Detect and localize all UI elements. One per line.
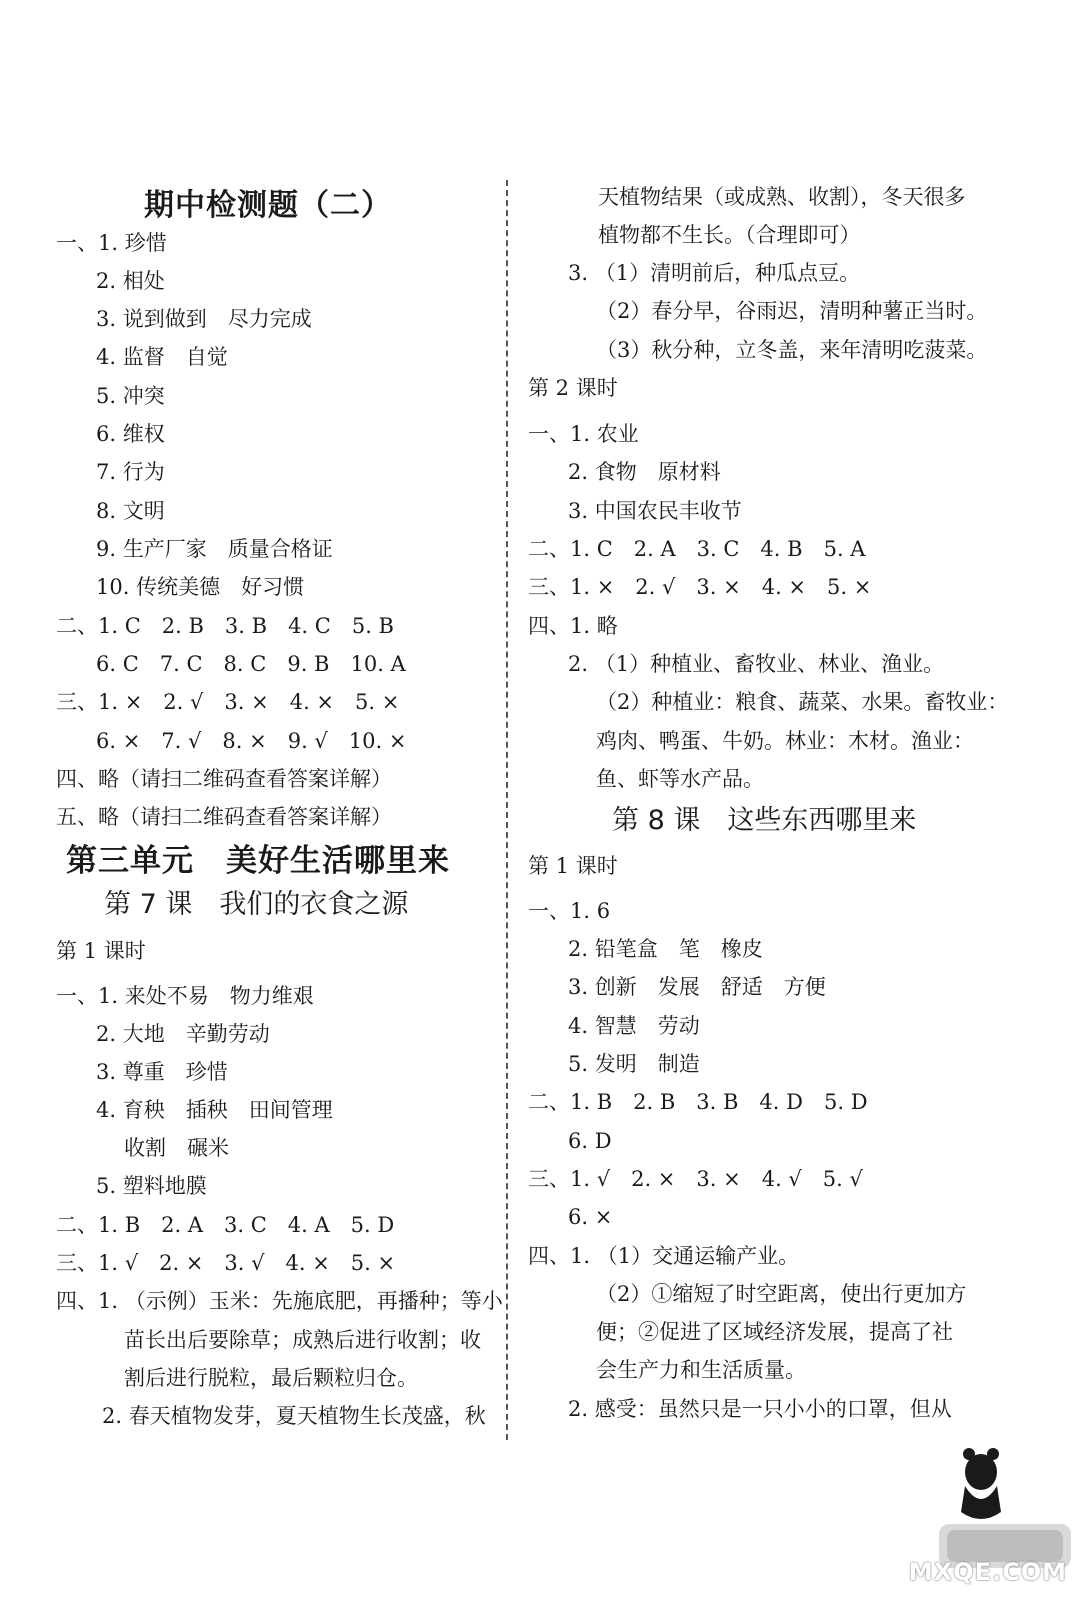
left-line-17: 第三单元 美好生活哪里来: [66, 843, 450, 879]
left-line-24: 收割 碾米: [124, 1136, 229, 1160]
left-line-3: 3. 说到做到 尽力完成: [96, 307, 312, 331]
left-line-1: 一、1. 珍惜: [56, 231, 167, 255]
right-line-4: （3）秋分种，立冬盖，来年清明吃菠菜。: [596, 338, 988, 362]
right-line-19: 2. 铅笔盒 笔 橡皮: [568, 937, 763, 961]
left-line-9: 9. 生产厂家 质量合格证: [96, 537, 333, 561]
right-line-11: 四、1. 略: [528, 614, 618, 638]
left-line-7: 7. 行为: [96, 460, 165, 484]
left-line-30: 割后进行脱粒，最后颗粒归仓。: [124, 1366, 418, 1390]
left-line-5: 5. 冲突: [96, 384, 165, 408]
left-line-14: 6. × 7. √ 8. × 9. √ 10. ×: [96, 729, 407, 753]
right-line-5: 第 2 课时: [528, 376, 618, 400]
left-line-11: 二、1. C 2. B 3. B 4. C 5. B: [56, 614, 394, 638]
left-line-12: 6. C 7. C 8. C 9. B 10. A: [96, 652, 406, 676]
left-line-22: 3. 尊重 珍惜: [96, 1060, 228, 1084]
right-line-29: 便；②促进了区域经济发展，提高了社: [596, 1320, 953, 1344]
right-line-25: 三、1. √ 2. × 3. × 4. √ 5. √: [528, 1167, 863, 1191]
watermark-text: MXQE.COM: [908, 1558, 1067, 1586]
left-line-29: 苗长出后要除草；成熟后进行收割；收: [124, 1328, 481, 1352]
right-line-14: 鸡肉、鸭蛋、牛奶。林业：木材。渔业：: [596, 729, 974, 753]
left-line-31: 2. 春天植物发芽，夏天植物生长茂盛，秋: [102, 1404, 486, 1428]
right-line-3: （2）春分早，谷雨迟，清明种薯正当时。: [596, 299, 988, 323]
right-line-27: 四、1. （1）交通运输产业。: [528, 1244, 800, 1268]
right-line-24: 6. D: [568, 1129, 612, 1153]
right-line-12: 2. （1）种植业、畜牧业、林业、渔业。: [568, 652, 945, 676]
right-line-22: 5. 发明 制造: [568, 1052, 700, 1076]
left-line-28: 四、1. （示例）玉米：先施底肥，再播种；等小: [56, 1289, 503, 1313]
right-line-9: 二、1. C 2. A 3. C 4. B 5. A: [528, 537, 866, 561]
right-line-21: 4. 智慧 劳动: [568, 1014, 700, 1038]
right-line-15: 鱼、虾等水产品。: [596, 767, 764, 791]
left-line-8: 8. 文明: [96, 499, 165, 523]
column-divider: [506, 180, 508, 1440]
left-line-27: 三、1. √ 2. × 3. √ 4. × 5. ×: [56, 1251, 396, 1275]
left-line-6: 6. 维权: [96, 422, 165, 446]
left-line-21: 2. 大地 辛勤劳动: [96, 1022, 270, 1046]
left-line-15: 四、略（请扫二维码查看答案详解）: [56, 767, 392, 791]
right-line-17: 第 1 课时: [528, 854, 618, 878]
left-line-2: 2. 相处: [96, 269, 165, 293]
left-line-4: 4. 监督 自觉: [96, 345, 228, 369]
right-line-16: 第 8 课 这些东西哪里来: [612, 805, 917, 836]
right-line-26: 6. ×: [568, 1205, 613, 1229]
left-line-13: 三、1. × 2. √ 3. × 4. × 5. ×: [56, 690, 400, 714]
right-line-20: 3. 创新 发展 舒适 方便: [568, 975, 826, 999]
right-line-31: 2. 感受：虽然只是一只小小的口罩，但从: [568, 1397, 952, 1421]
right-line-10: 三、1. × 2. √ 3. × 4. × 5. ×: [528, 575, 872, 599]
right-line-28: （2）①缩短了时空距离，使出行更加方: [596, 1282, 967, 1306]
left-line-19: 第 1 课时: [56, 939, 146, 963]
right-line-1: 植物都不生长。（合理即可）: [598, 223, 861, 247]
right-line-30: 会生产力和生活质量。: [596, 1358, 806, 1382]
right-line-7: 2. 食物 原材料: [568, 460, 721, 484]
left-line-25: 5. 塑料地膜: [96, 1174, 207, 1198]
right-line-13: （2）种植业：粮食、蔬菜、水果。畜牧业：: [596, 690, 1009, 714]
left-line-0: 期中检测题（二）: [144, 188, 392, 223]
right-line-18: 一、1. 6: [528, 899, 611, 923]
right-line-6: 一、1. 农业: [528, 422, 639, 446]
right-line-8: 3. 中国农民丰收节: [568, 499, 742, 523]
left-line-16: 五、略（请扫二维码查看答案详解）: [56, 805, 392, 829]
right-line-2: 3. （1）清明前后，种瓜点豆。: [568, 261, 861, 285]
right-line-23: 二、1. B 2. B 3. B 4. D 5. D: [528, 1090, 868, 1114]
right-line-0: 天植物结果（或成熟、收割），冬天很多: [598, 185, 966, 209]
left-line-23: 4. 育秧 插秧 田间管理: [96, 1098, 333, 1122]
left-line-20: 一、1. 来处不易 物力维艰: [56, 984, 314, 1008]
left-line-10: 10. 传统美德 好习惯: [96, 575, 305, 599]
left-line-26: 二、1. B 2. A 3. C 4. A 5. D: [56, 1213, 395, 1237]
left-line-18: 第 7 课 我们的衣食之源: [104, 889, 409, 920]
